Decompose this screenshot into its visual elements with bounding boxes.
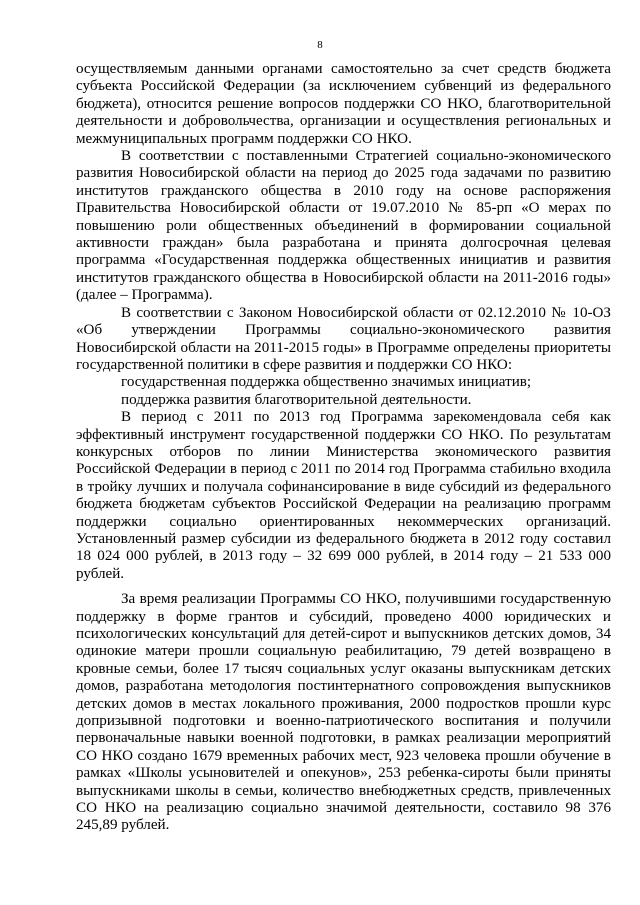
priority-item-1: государственная поддержка общественно значимых инициатив; — [121, 374, 532, 391]
paragraph-3: В соответствии с Законом Новосибирской области от 02.12.2010 № 10-ОЗ «Об утверждении Программы социально-экономического развития Новосибирской области на 2011-2015 годы» в Программе определены приоритеты государственной политики в сфере развития и поддержки СО НКО: — [76, 304, 611, 373]
paragraph-1: осуществляемым данными органами самостоятельно за счет средств бюджета субъекта Российской Федерации (за исключением субвенций из федерального бюджета), относится решение вопросов поддержки СО НКО, благотворительной деятельности и добровольчества, организации и осуществления региональных и межмуниципальных программ поддержки СО НКО. — [76, 61, 611, 147]
paragraph-4: В период с 2011 по 2013 год Программа зарекомендовала себя как эффективный инструмент государственной поддержки СО НКО. По результатам конкурсных отборов по линии Министерства экономического развития Российской Федерации в период с 2011 по 2014 год Программа стабильно входила в тройку лучших и получала софинансирование в виде субсидий из федерального бюджета бюджетам субъектов Российской Федерации на реализацию программ поддержки социально ориентированных некоммерческих организаций. Установленный размер субсидии из федерального бюджета в 2012 году составил 18 024 000 рублей, в 2013 году – 32 699 000 рублей, в 2014 году – 21 533 000 рублей. — [76, 409, 611, 582]
priority-item-2: поддержка развития благотворительной деятельности. — [121, 391, 472, 408]
body-text — [76, 61, 611, 835]
paragraph-2: В соответствии с поставленными Стратегией социально-экономического развития Новосибирской области на период до 2025 года задачами по развитию институтов гражданского общества в 2010 году на основе распоряжения Правительства Новосибирской области от 19.07.2010 № 85-рп «О мерах по повышению роли общественных объединений в формировании социальной активности граждан» была разработана и принята долгосрочная целевая программа «Государственная поддержка общественных инициатив и развития институтов гражданского общества в Новосибирской области на 2011-2016 годы» (далее – Программа). — [76, 148, 611, 304]
page-number: 8 — [317, 39, 323, 51]
paragraph-5: За время реализации Программы СО НКО, получившими государственную поддержку в форме грантов и субсидий, проведено 4000 юридических и психологических консультаций для детей-сирот и выпускников детских домов, 34 одинокие матери прошли социальную реабилитацию, 79 детей возвращено в кровные семьи, более 17 тысяч социальных услуг оказаны выпускникам детских домов, разработана методология постинтернатного сопровождения выпускников детских домов в местах локального проживания, 2000 подростков прошли курс допризывной подготовки и военно-патриотического воспитания и получили первоначальные навыки военной подготовки, в рамках реализации мероприятий СО НКО создано 1679 временных рабочих мест, 923 человека прошли обучение в рамках «Школы усыновителей и опекунов», 253 ребенка-сироты были приняты выпускниками школы в семьи, количество внебюджетных средств, привлеченных СО НКО на реализацию социально значимой деятельности, составило 98 376 245,89 рублей. — [76, 591, 611, 834]
